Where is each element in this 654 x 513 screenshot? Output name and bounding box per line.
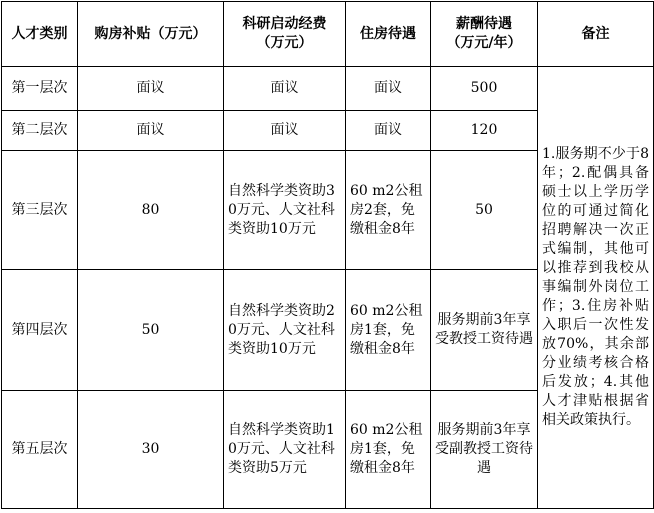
header-row: [2, 2, 654, 67]
row-housing: 60 m2公租房2套，免缴租金8年: [346, 151, 431, 270]
header-salary-line2: （万元/年）: [446, 35, 522, 51]
row-salary: 120: [431, 111, 538, 151]
header-salary: [431, 2, 538, 67]
row-housing: 60 m2公租房1套，免缴租金8年: [346, 270, 431, 391]
header-talent-category: 人才类别: [2, 2, 78, 67]
row-research-funds: 自然科学类资助20万元、人文社科类资助10万元: [224, 270, 346, 391]
table-row: [2, 67, 654, 111]
row-salary: 服务期前3年享受副教授工资待遇: [431, 391, 538, 509]
row-level: 第三层次: [2, 151, 78, 270]
header-research-funds-line2: （万元）: [256, 35, 313, 51]
talent-benefits-table: [1, 1, 654, 509]
remarks-cell: 1.服务期不少于8年；2.配偶具备硕士以上学历学位的可通过简化招聘解决一次正式编制，其他可以推荐到我校从事编制外岗位工作；3.住房补贴入职后一次性发放70%，其余部分业绩考核合格后发放；4.其他人才津贴根据省相关政策执行。: [538, 67, 654, 509]
row-housing-subsidy: 面议: [78, 111, 224, 151]
row-housing-subsidy: 50: [78, 270, 224, 391]
row-level: 第四层次: [2, 270, 78, 391]
header-salary-line1: 薪酬待遇: [456, 16, 512, 32]
row-research-funds: 自然科学类资助30万元、人文社科类资助10万元: [224, 151, 346, 270]
header-research-funds-line1: 科研启动经费: [242, 16, 327, 32]
row-research-funds: 面议: [224, 111, 346, 151]
row-housing-subsidy: 80: [78, 151, 224, 270]
row-level: 第五层次: [2, 391, 78, 509]
row-salary: 服务期前3年享受教授工资待遇: [431, 270, 538, 391]
row-housing: 面议: [346, 111, 431, 151]
row-housing-subsidy: 30: [78, 391, 224, 509]
row-salary: 500: [431, 67, 538, 111]
header-remarks: 备注: [538, 2, 654, 67]
row-level: 第一层次: [2, 67, 78, 111]
header-housing-subsidy: 购房补贴（万元）: [78, 2, 224, 67]
header-housing-benefit: 住房待遇: [346, 2, 431, 67]
row-research-funds: 自然科学类资助10万元、人文社科类资助5万元: [224, 391, 346, 509]
row-research-funds: 面议: [224, 67, 346, 111]
row-level: 第二层次: [2, 111, 78, 151]
row-housing: 60 m2公租房1套，免缴租金8年: [346, 391, 431, 509]
row-housing-subsidy: 面议: [78, 67, 224, 111]
header-research-funds: [224, 2, 346, 67]
row-salary: 50: [431, 151, 538, 270]
row-housing: 面议: [346, 67, 431, 111]
